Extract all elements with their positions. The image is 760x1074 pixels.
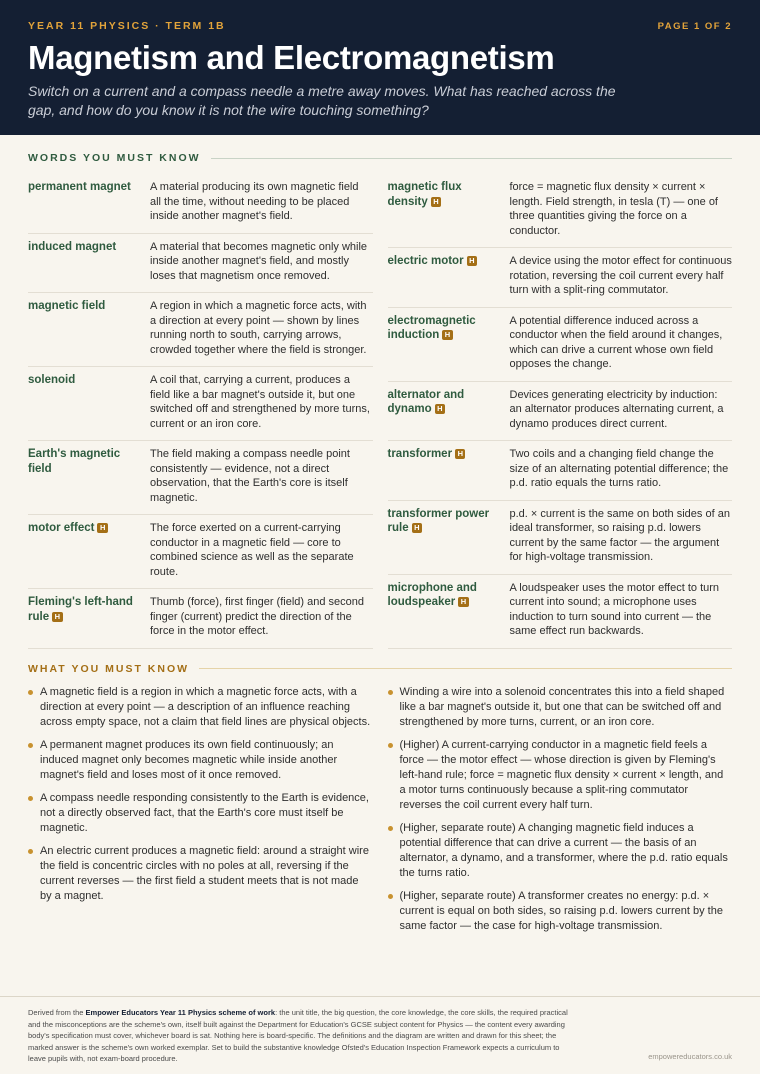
footer — [0, 996, 760, 1065]
words-section-heading — [28, 152, 732, 164]
knowledge-point: (Higher, separate route) A transformer creates no energy: p.d. × current is equal on both sides, so raising p.d. lowers current by the same factor — the case for high-voltage transmission. — [388, 889, 733, 934]
glossary-term — [388, 382, 733, 442]
higher-tier-badge: H — [458, 597, 468, 607]
glossary-column-left — [28, 174, 373, 649]
higher-tier-badge: H — [455, 449, 465, 459]
higher-tier-badge: H — [412, 523, 422, 533]
term-definition: A region in which a magnetic force acts, with a direction at every point — shown by lines running north to south, carrying arrows, crowded together where the field is stronger. — [150, 300, 367, 356]
bullet-dot — [388, 894, 393, 899]
bullet-dot — [388, 743, 393, 748]
bullet-dot — [28, 743, 33, 748]
knowledge-column-right — [388, 685, 733, 942]
higher-tier-badge: H — [52, 612, 62, 622]
glossary-term — [388, 501, 733, 575]
higher-tier-badge: H — [431, 197, 441, 207]
knowledge-point: (Higher) A current-carrying conductor in a magnetic field feels a force — the motor effect — whose direction is given by Fleming's left-hand rule; force = magnetic flux density × current × length, and a motor turns continuously because a split-ring commutator reverses the coil current every half turn. — [388, 738, 733, 813]
know-section-heading — [28, 663, 732, 675]
term-name: transformer H — [388, 447, 510, 491]
term-definition: Devices generating electricity by induction: an alternator produces alternating current, a dynamo produces direct current. — [509, 388, 724, 430]
term-name: Earth's magnetic field — [28, 448, 121, 475]
term-name: magnetic flux density H — [387, 181, 462, 208]
term-name: solenoid — [28, 374, 76, 386]
glossary-term — [388, 248, 733, 308]
term-definition: A coil that, carrying a current, produces a field like a bar magnet's outside it, but one switched off and strengthened by more turns, current or an iron core. — [150, 374, 370, 430]
term-definition: A potential difference induced across a conductor when the field around it changes, which can drive a current whose own field opposes the change. — [509, 314, 723, 370]
page-title: Magnetism and Electromagnetism — [28, 39, 555, 76]
know-heading-label: WHAT YOU MUST KNOW — [28, 662, 190, 675]
higher-tier-badge: H — [442, 330, 452, 340]
glossary-term — [28, 174, 373, 234]
glossary — [28, 174, 732, 649]
term-definition: The force exerted on a current-carrying conductor in a magnetic field — core to combined science as well as the separate route. — [150, 522, 354, 578]
bullet-dot — [388, 690, 393, 695]
glossary-term — [388, 441, 733, 501]
term-name: induced magnet — [28, 240, 117, 253]
source-link-text: Empower Educators Year 11 Physics scheme of work — [85, 1008, 276, 1017]
bullet-dot — [28, 796, 33, 801]
words-heading-label: WORDS YOU MUST KNOW — [28, 152, 201, 164]
knowledge-point: (Higher, separate route) A changing magnetic field induces a potential difference that can drive a current — the basis of an alternator, a dynamo, and a transformer, where the p.d. ratio equals the turns ratio. — [388, 821, 733, 881]
term-name: alternator and dynamo H — [387, 388, 465, 415]
glossary-term — [28, 515, 373, 589]
knowledge-point: An electric current produces a magnetic field: around a straight wire the field is concentric circles with no poles at all, reversing if the current reverses — the first field a student meets that is not made by a magnet. — [28, 844, 373, 904]
knowledge-point: A compass needle responding consistently to the Earth is evidence, not a directly observed fact, that the Earth's core must itself be magnetic. — [28, 791, 373, 836]
source-note: Derived from the Empower Educators Year 11 Physics scheme of work: the unit title, the big question, the core knowledge, the core skills, the required practical and the misconceptions are the scheme's own, itself built against the Department for Education's GCSE subject content for Physics — the content every awarding body's specification must cover, whichever board is sat. Nothing here is board-specific. The definitions and the diagram are written and drawn for this sheet; the marked answer is the scheme's own worked exemplar. Set to build the substantive knowledge Ofsted's Education Inspection Framework expects a curriculum to leave pupils with, not exam-board procedure. — [28, 1008, 568, 1063]
glossary-column-right — [388, 174, 733, 649]
header-banner — [0, 0, 760, 135]
glossary-term — [28, 293, 373, 367]
page-number: PAGE 1 OF 2 — [657, 21, 732, 32]
bullet-dot — [388, 826, 393, 831]
section-divider — [199, 668, 732, 669]
term-name: microphone and loudspeaker H — [387, 581, 477, 608]
higher-tier-badge: H — [97, 523, 107, 533]
big-question: Switch on a current and a compass needle a metre away moves. What has reached across the gap, and how do you know it is not the wire touching something? — [28, 83, 616, 118]
knowledge-column-left — [28, 685, 373, 942]
term-definition: Thumb (force), first finger (field) and second finger (current) predict the direction of the force in the motor effect. — [150, 596, 364, 637]
glossary-term — [28, 234, 373, 294]
term-name: motor effect H — [28, 521, 150, 579]
glossary-term — [28, 441, 373, 515]
key-knowledge — [28, 685, 732, 942]
term-definition: A material that becomes magnetic only while inside another magnet's field, and mostly loses that magnetism once removed. — [150, 240, 368, 282]
glossary-term — [28, 589, 373, 649]
course-kicker: YEAR 11 PHYSICS · TERM 1B — [28, 20, 226, 32]
higher-tier-badge: H — [467, 256, 477, 266]
site-url: empowereducators.co.uk — [648, 1052, 732, 1061]
term-definition: A material producing its own magnetic field all the time, without needing to be placed inside another magnet's field. — [150, 181, 359, 222]
term-name: magnetic field — [28, 300, 106, 312]
term-definition: The field making a compass needle point consistently — evidence, not a direct observation, that the Earth's core is itself magnetic. — [150, 448, 350, 504]
higher-tier-badge: H — [435, 404, 445, 414]
glossary-term — [388, 174, 733, 248]
term-name: electric motor H — [388, 254, 510, 298]
bullet-dot — [28, 849, 33, 854]
term-definition: Two coils and a changing field change the size of an alternating potential difference; the p.d. ratio equals the turns ratio. — [509, 448, 729, 489]
knowledge-point: A magnetic field is a region in which a magnetic force acts, with a direction at every point — a description of an influence reaching across empty space, not a claim that field lines are physical objects. — [28, 685, 373, 730]
term-definition: A loudspeaker uses the motor effect to turn current into sound; a microphone uses induction to turn sound into current — the same effect run backwards. — [509, 581, 720, 637]
term-name: Fleming's left-hand rule H — [28, 596, 133, 623]
term-definition: A device using the motor effect for continuous rotation, reversing the coil current every half turn with a split-ring commutator. — [509, 255, 732, 296]
glossary-term — [388, 308, 733, 382]
term-name: permanent magnet — [28, 181, 131, 193]
section-divider — [211, 158, 732, 159]
glossary-term — [28, 367, 373, 441]
knowledge-point: Winding a wire into a solenoid concentrates this into a field shaped like a bar magnet's outside it, but one that can be switched off and strengthened by more turns, current, or an iron core. — [388, 685, 733, 730]
term-definition: force = magnetic flux density × current × length. Field strength, in tesla (T) — one of three quantities giving the force on a conductor. — [509, 181, 718, 237]
term-name: transformer power rule H — [387, 507, 490, 534]
glossary-term — [388, 575, 733, 649]
knowledge-point: A permanent magnet produces its own field continuously; an induced magnet only becomes magnetic while inside another magnet's field and loses most of it once removed. — [28, 738, 373, 783]
term-name: electromagnetic induction H — [387, 314, 476, 341]
term-definition: p.d. × current is the same on both sides of an ideal transformer, so raising p.d. lowers current by the same factor — the argument for high-voltage transmission. — [509, 507, 730, 563]
bullet-dot — [28, 690, 33, 695]
